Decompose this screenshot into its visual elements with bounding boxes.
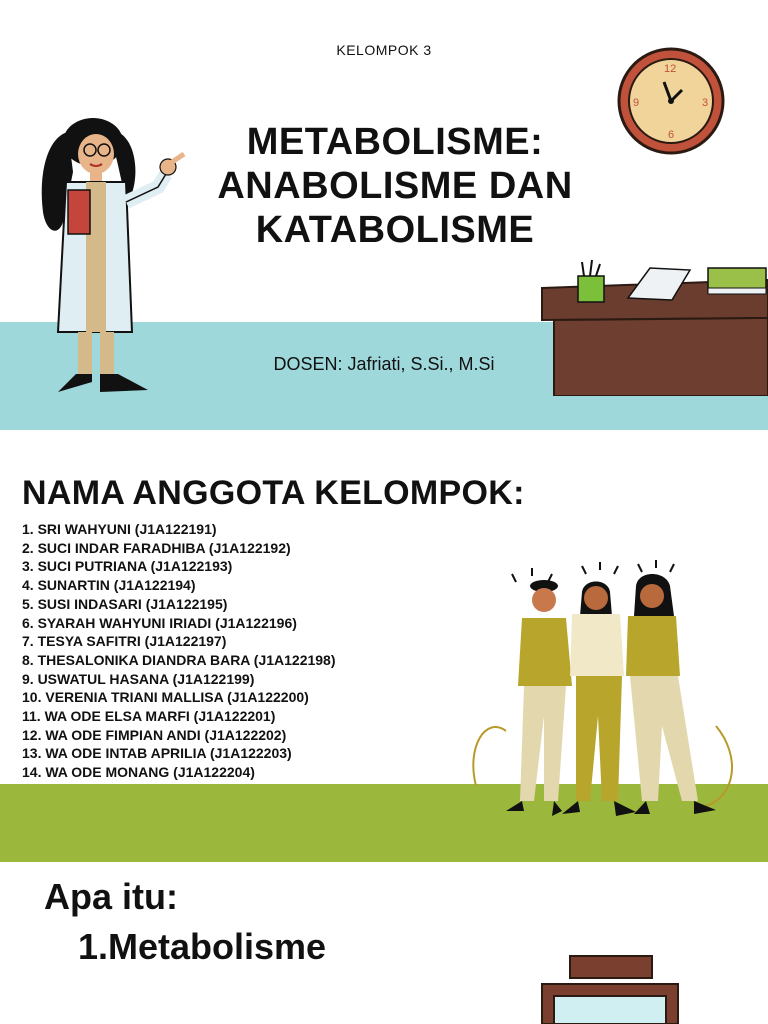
section-heading: Apa itu: xyxy=(44,876,178,917)
title-line-1: METABOLISME: xyxy=(246,121,544,163)
svg-text:9: 9 xyxy=(633,97,640,109)
list-item: 1. SRI WAHYUNI (J1A122191) xyxy=(22,521,217,537)
list-item: 13. WA ODE INTAB APRILIA (J1A122203) xyxy=(22,745,292,762)
window-frame-illustration xyxy=(540,952,680,1024)
list-item: 9. USWATUL HASANA (J1A122199) xyxy=(22,670,255,687)
title-line-3: KATABOLISME xyxy=(255,209,535,251)
title-line-2: ANABOLISME DAN xyxy=(217,165,573,207)
page-title xyxy=(170,120,620,252)
list-item: 14. WA ODE MONANG (J1A122204) xyxy=(22,764,255,781)
list-item: 8. THESALONIKA DIANDRA BARA (J1A122198) xyxy=(22,651,336,668)
svg-text:12: 12 xyxy=(664,63,677,75)
list-item: 2. SUCI INDAR FARADHIBA (J1A122192) xyxy=(22,539,291,556)
lecturer-text: DOSEN: Jafriati, S.Si., M.Si xyxy=(273,354,495,374)
members-list xyxy=(22,520,336,782)
svg-text:3: 3 xyxy=(702,97,709,109)
list-item: 6. SYARAH WAHYUNI IRIADI (J1A122196) xyxy=(22,614,297,631)
office-desk-illustration xyxy=(532,258,768,396)
list-item: 5. SUSI INDASARI (J1A122195) xyxy=(22,595,228,612)
question-slide xyxy=(0,862,768,1024)
list-item: 4. SUNARTIN (J1A122194) xyxy=(22,577,196,594)
title-slide xyxy=(0,0,768,430)
group-label: KELOMPOK 3 xyxy=(336,42,432,58)
wall-clock-icon xyxy=(616,46,726,156)
members-slide xyxy=(0,430,768,862)
members-heading: NAMA ANGGOTA KELOMPOK: xyxy=(22,474,525,512)
list-item: 12. WA ODE FIMPIAN ANDI (J1A122202) xyxy=(22,726,287,743)
list-item: 3. SUCI PUTRIANA (J1A122193) xyxy=(22,558,233,575)
svg-text:6: 6 xyxy=(668,129,675,141)
three-women-illustration xyxy=(466,556,746,826)
section-item: 1.Metabolisme xyxy=(78,926,327,967)
list-item: 11. WA ODE ELSA MARFI (J1A122201) xyxy=(22,708,276,725)
list-item: 10. VERENIA TRIANI MALLISA (J1A122200) xyxy=(22,689,309,706)
list-item: 7. TESYA SAFITRI (J1A122197) xyxy=(22,633,227,650)
scientist-illustration xyxy=(28,112,188,397)
